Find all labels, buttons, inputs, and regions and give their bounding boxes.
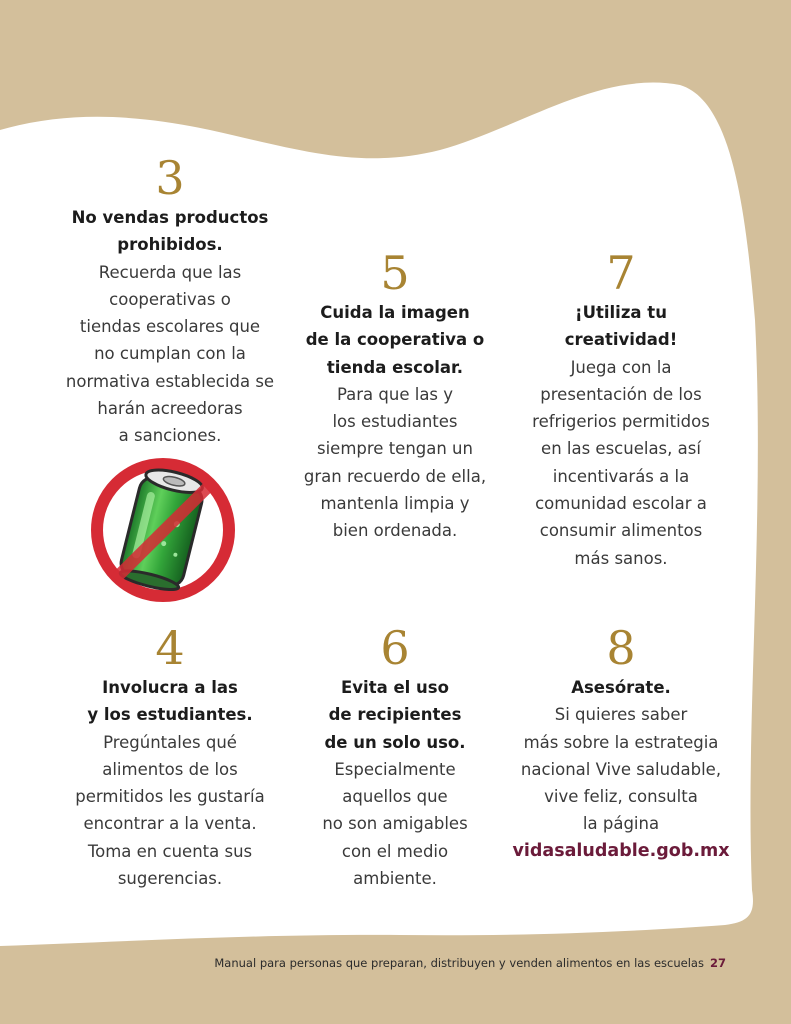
tip-text: cooperativas o xyxy=(109,289,231,309)
tip-text: normativa establecida se xyxy=(65,371,275,391)
tip-text: a sanciones. xyxy=(118,426,222,446)
tip-text: los estudiantes xyxy=(332,412,458,432)
tip-title: Asesórate. xyxy=(571,678,671,697)
tip-text: harán acreedoras xyxy=(97,399,243,419)
page-footer xyxy=(150,956,726,970)
tip-7 xyxy=(516,246,726,572)
tip-text: aquellos que xyxy=(342,787,448,807)
tip-text: Si quieres saber xyxy=(554,705,688,725)
tip-text: en las escuelas, así xyxy=(541,439,701,459)
tip-number: 5 xyxy=(380,246,410,300)
tip-3 xyxy=(55,151,285,450)
tip-title: de recipientes xyxy=(328,705,462,725)
tip-text: no cumplan con la xyxy=(94,344,246,364)
tip-8 xyxy=(511,621,731,865)
tip-title: prohibidos. xyxy=(117,235,223,255)
tip-text: tiendas escolares que xyxy=(79,317,261,337)
tip-text: mantenla limpia y xyxy=(320,494,470,514)
tip-text: Recuerda que las xyxy=(98,262,242,282)
tip-text: más sanos. xyxy=(574,548,668,568)
tip-text: Juega con la xyxy=(570,357,672,377)
tip-text: comunidad escolar a xyxy=(535,494,707,514)
tip-text: Especialmente xyxy=(334,759,456,779)
tip-number: 7 xyxy=(606,246,636,300)
tip-title: Cuida la imagen xyxy=(320,303,470,322)
tip-title: Evita el uso xyxy=(341,678,449,697)
tip-number: 3 xyxy=(155,151,185,205)
tip-text: no son amigables xyxy=(322,814,468,834)
tip-text: permitidos les gustaría xyxy=(75,787,265,807)
tip-title: tienda escolar. xyxy=(326,357,464,377)
tip-title: Involucra a las xyxy=(102,678,238,697)
tip-4 xyxy=(55,621,285,892)
tip-text: la página xyxy=(582,814,660,834)
tip-text: alimentos de los xyxy=(102,759,238,779)
tip-title: creatividad! xyxy=(564,330,678,350)
tip-text: sugerencias. xyxy=(117,869,223,889)
tip-text: Para que las y xyxy=(336,384,454,404)
tip-text: consumir alimentos xyxy=(539,521,703,541)
tip-title: de la cooperativa o xyxy=(305,330,485,350)
tip-text: gran recuerdo de ella, xyxy=(303,466,487,486)
tip-number: 8 xyxy=(606,621,636,675)
page-number: 27 xyxy=(709,956,726,970)
tip-text: vive feliz, consulta xyxy=(544,787,698,807)
tip-number: 4 xyxy=(155,621,185,675)
tip-6 xyxy=(295,621,495,892)
no-soda-can-icon xyxy=(87,451,239,609)
tip-5 xyxy=(295,246,495,545)
tip-title: No vendas productos xyxy=(71,208,269,227)
tip-text: presentación de los xyxy=(540,384,702,404)
tip-number: 6 xyxy=(380,621,410,675)
tip-text: nacional Vive saludable, xyxy=(520,759,722,779)
tip-text: ambiente. xyxy=(353,869,437,889)
footer-text: Manual para personas que preparan, distribuyen y venden alimentos en las escuelas xyxy=(214,956,704,970)
tip-text: siempre tengan un xyxy=(317,439,473,459)
tip-title: de un solo uso. xyxy=(324,732,466,752)
tip-text: Pregúntales qué xyxy=(103,732,237,752)
tip-text: más sobre la estrategia xyxy=(523,732,719,752)
tip-text: bien ordenada. xyxy=(332,521,458,541)
tip-title: ¡Utiliza tu xyxy=(575,303,667,322)
tip-text: incentivarás a la xyxy=(552,466,690,486)
tip-text: con el medio xyxy=(341,841,449,861)
tip-text: Toma en cuenta sus xyxy=(87,841,253,861)
tip-text: refrigerios permitidos xyxy=(532,412,710,432)
tip-text: encontrar a la venta. xyxy=(83,814,257,834)
tip-title: y los estudiantes. xyxy=(87,705,253,725)
website-link[interactable]: vidasaludable.gob.mx xyxy=(512,840,730,861)
